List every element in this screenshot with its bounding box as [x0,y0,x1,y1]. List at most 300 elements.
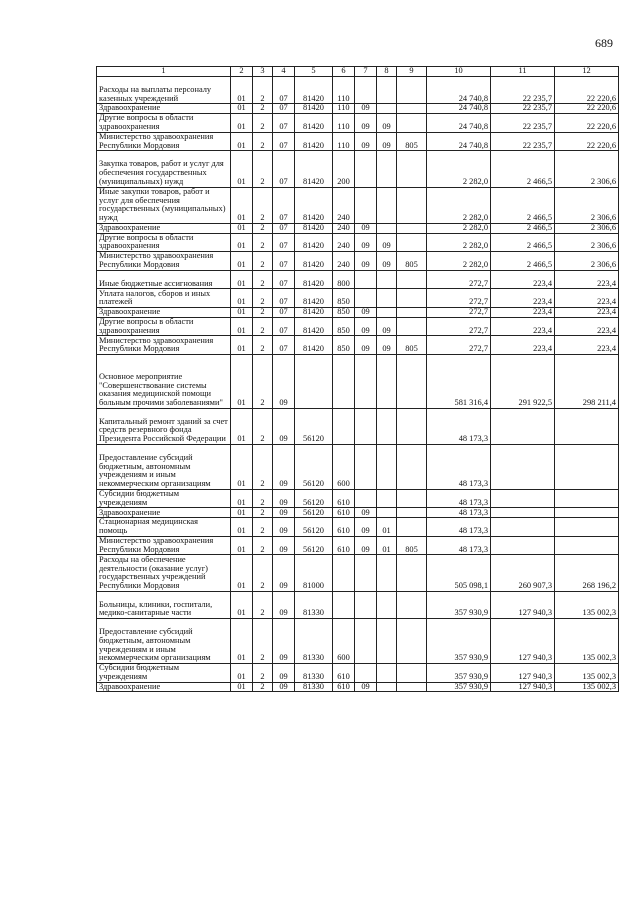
row-name-cell: Здравоохранение [97,508,231,518]
code-cell [333,408,355,444]
code-cell: 805 [397,132,427,151]
amount-cell: 2 466,5 [491,187,555,223]
code-cell: 01 [231,77,253,104]
amount-cell: 2 282,0 [427,233,491,252]
code-cell: 01 [231,104,253,114]
amount-cell: 2 466,5 [491,151,555,187]
code-cell [377,104,397,114]
amount-cell: 223,4 [555,317,619,336]
code-cell: 2 [253,489,273,508]
row-name-cell: Предоставление субсидий бюджетным, автономным учреждениям и иным некоммерческим организациям [97,444,231,489]
code-cell: 09 [355,518,377,537]
amount-cell: 22 220,6 [555,77,619,104]
amount-cell: 357 930,9 [427,682,491,692]
code-cell [377,289,397,308]
table-row [97,307,619,317]
amount-cell [555,408,619,444]
code-cell [397,104,427,114]
code-cell: 610 [333,664,355,683]
code-cell: 81330 [295,619,333,664]
table-row [97,289,619,308]
code-cell [377,223,397,233]
amount-cell [555,518,619,537]
code-cell [377,619,397,664]
code-cell: 07 [273,252,295,271]
amount-cell: 2 306,6 [555,223,619,233]
code-cell: 01 [231,682,253,692]
code-cell: 07 [273,307,295,317]
code-cell: 800 [333,270,355,289]
code-cell: 09 [377,114,397,133]
amount-cell: 48 173,3 [427,489,491,508]
code-cell: 81420 [295,187,333,223]
code-cell: 240 [333,252,355,271]
amount-cell [555,444,619,489]
code-cell: 600 [333,444,355,489]
code-cell [397,619,427,664]
code-cell: 850 [333,317,355,336]
code-cell [377,444,397,489]
code-cell: 56120 [295,518,333,537]
code-cell: 2 [253,536,273,555]
code-cell: 09 [273,444,295,489]
code-cell: 09 [355,307,377,317]
code-cell [377,664,397,683]
code-cell [355,151,377,187]
amount-cell: 127 940,3 [491,591,555,618]
row-name-cell: Закупка товаров, работ и услуг для обеспечения государственных (муниципальных) нужд [97,151,231,187]
code-cell: 01 [231,354,253,408]
code-cell: 09 [355,682,377,692]
amount-cell: 2 466,5 [491,252,555,271]
amount-cell: 272,7 [427,307,491,317]
amount-cell [491,518,555,537]
code-cell: 01 [231,518,253,537]
code-cell: 56120 [295,408,333,444]
amount-cell: 2 306,6 [555,233,619,252]
table-row [97,104,619,114]
code-cell: 240 [333,187,355,223]
table-row [97,223,619,233]
amount-cell: 24 740,8 [427,132,491,151]
column-header: 1 [97,67,231,77]
code-cell: 09 [273,682,295,692]
header-row [97,67,619,77]
code-cell [397,270,427,289]
amount-cell: 223,4 [491,336,555,355]
code-cell: 2 [253,289,273,308]
code-cell: 01 [231,223,253,233]
column-header: 4 [273,67,295,77]
code-cell: 09 [355,317,377,336]
code-cell: 81420 [295,289,333,308]
table-row [97,151,619,187]
table-row [97,682,619,692]
amount-cell: 223,4 [555,289,619,308]
amount-cell: 2 306,6 [555,187,619,223]
code-cell [377,555,397,591]
code-cell: 81420 [295,307,333,317]
code-cell: 01 [231,132,253,151]
code-cell [355,408,377,444]
row-name-cell: Предоставление субсидий бюджетным, автономным учреждениям и иным некоммерческим организациям [97,619,231,664]
code-cell: 07 [273,317,295,336]
column-header: 2 [231,67,253,77]
code-cell: 09 [355,223,377,233]
code-cell [397,664,427,683]
code-cell: 610 [333,489,355,508]
code-cell: 81420 [295,114,333,133]
amount-cell: 223,4 [555,307,619,317]
code-cell: 09 [355,104,377,114]
budget-table [96,66,619,692]
code-cell: 2 [253,233,273,252]
row-name-cell: Другие вопросы в области здравоохранения [97,233,231,252]
code-cell: 09 [273,489,295,508]
amount-cell: 223,4 [491,289,555,308]
table-row [97,664,619,683]
code-cell: 09 [273,518,295,537]
code-cell [377,682,397,692]
amount-cell: 2 466,5 [491,233,555,252]
code-cell [333,354,355,408]
code-cell [355,555,377,591]
code-cell [355,444,377,489]
code-cell: 805 [397,252,427,271]
code-cell: 2 [253,444,273,489]
amount-cell [555,489,619,508]
amount-cell: 48 173,3 [427,408,491,444]
code-cell: 09 [273,664,295,683]
code-cell: 2 [253,408,273,444]
code-cell: 07 [273,233,295,252]
amount-cell: 22 235,7 [491,77,555,104]
code-cell [377,77,397,104]
code-cell: 850 [333,336,355,355]
table-row [97,132,619,151]
code-cell: 2 [253,555,273,591]
column-header: 11 [491,67,555,77]
code-cell: 81420 [295,317,333,336]
table-row [97,508,619,518]
code-cell: 01 [231,444,253,489]
amount-cell: 22 220,6 [555,104,619,114]
code-cell: 2 [253,518,273,537]
table-row [97,354,619,408]
row-name-cell: Расходы на обеспечение деятельности (оказание услуг) государственных учреждений Республики Мордовия [97,555,231,591]
code-cell: 09 [377,336,397,355]
column-header: 12 [555,67,619,77]
amount-cell [491,489,555,508]
code-cell [355,270,377,289]
code-cell: 2 [253,591,273,618]
row-name-cell: Министерство здравоохранения Республики Мордовия [97,536,231,555]
amount-cell: 223,4 [555,270,619,289]
amount-cell: 48 173,3 [427,444,491,489]
amount-cell: 24 740,8 [427,114,491,133]
amount-cell: 298 211,4 [555,354,619,408]
code-cell [355,77,377,104]
code-cell [377,591,397,618]
table-row [97,536,619,555]
table-row [97,187,619,223]
code-cell: 09 [355,536,377,555]
column-header: 10 [427,67,491,77]
amount-cell: 223,4 [555,336,619,355]
amount-cell: 223,4 [491,270,555,289]
row-name-cell: Здравоохранение [97,104,231,114]
amount-cell: 223,4 [491,307,555,317]
row-name-cell: Основное мероприятие "Совершенствование системы оказания медицинской помощи больным прочими заболеваниями" [97,354,231,408]
code-cell: 110 [333,104,355,114]
code-cell: 110 [333,77,355,104]
code-cell [355,187,377,223]
code-cell: 01 [377,518,397,537]
row-name-cell: Иные закупки товаров, работ и услуг для обеспечения государственных (муниципальных) нужд [97,187,231,223]
row-name-cell: Уплата налогов, сборов и иных платежей [97,289,231,308]
code-cell: 07 [273,187,295,223]
code-cell: 07 [273,77,295,104]
amount-cell: 272,7 [427,317,491,336]
code-cell: 2 [253,619,273,664]
amount-cell: 22 235,7 [491,132,555,151]
amount-cell: 2 306,6 [555,151,619,187]
table-row [97,317,619,336]
amount-cell: 291 922,5 [491,354,555,408]
code-cell [397,682,427,692]
code-cell: 610 [333,508,355,518]
code-cell: 56120 [295,444,333,489]
amount-cell [491,444,555,489]
code-cell [377,354,397,408]
code-cell: 2 [253,151,273,187]
code-cell: 2 [253,104,273,114]
code-cell: 81420 [295,151,333,187]
code-cell: 2 [253,307,273,317]
code-cell [377,151,397,187]
table-row [97,233,619,252]
amount-cell: 48 173,3 [427,508,491,518]
code-cell: 01 [231,664,253,683]
code-cell: 09 [355,508,377,518]
code-cell: 2 [253,354,273,408]
code-cell: 81420 [295,223,333,233]
code-cell [355,619,377,664]
table-row [97,270,619,289]
amount-cell: 48 173,3 [427,518,491,537]
amount-cell: 260 907,3 [491,555,555,591]
code-cell [397,187,427,223]
amount-cell: 268 196,2 [555,555,619,591]
code-cell: 81420 [295,104,333,114]
code-cell: 09 [377,317,397,336]
code-cell: 01 [231,289,253,308]
amount-cell [491,508,555,518]
amount-cell: 223,4 [491,317,555,336]
amount-cell: 2 466,5 [491,223,555,233]
code-cell: 09 [355,132,377,151]
amount-cell: 2 282,0 [427,151,491,187]
code-cell: 09 [273,508,295,518]
code-cell [397,151,427,187]
amount-cell: 127 940,3 [491,682,555,692]
amount-cell: 505 098,1 [427,555,491,591]
amount-cell: 24 740,8 [427,104,491,114]
amount-cell: 135 002,3 [555,591,619,618]
code-cell [397,508,427,518]
code-cell [397,518,427,537]
code-cell: 01 [231,336,253,355]
code-cell: 81420 [295,233,333,252]
table-row [97,555,619,591]
code-cell [397,408,427,444]
amount-cell: 2 306,6 [555,252,619,271]
code-cell: 240 [333,223,355,233]
code-cell [397,289,427,308]
code-cell: 01 [231,317,253,336]
code-cell: 01 [231,187,253,223]
column-header: 8 [377,67,397,77]
amount-cell: 2 282,0 [427,252,491,271]
row-name-cell: Министерство здравоохранения Республики Мордовия [97,336,231,355]
code-cell: 01 [231,508,253,518]
code-cell [397,77,427,104]
code-cell: 09 [355,233,377,252]
row-name-cell: Больницы, клиники, госпитали, медико-санитарные части [97,591,231,618]
code-cell [397,307,427,317]
code-cell [397,444,427,489]
amount-cell: 272,7 [427,270,491,289]
code-cell: 07 [273,151,295,187]
code-cell: 600 [333,619,355,664]
code-cell [333,591,355,618]
amount-cell: 22 235,7 [491,114,555,133]
code-cell: 240 [333,233,355,252]
amount-cell: 22 220,6 [555,132,619,151]
code-cell: 110 [333,132,355,151]
code-cell: 610 [333,682,355,692]
code-cell [397,354,427,408]
code-cell: 01 [231,252,253,271]
code-cell: 09 [273,591,295,618]
code-cell: 56120 [295,536,333,555]
row-name-cell: Субсидии бюджетным учреждениям [97,489,231,508]
amount-cell: 22 235,7 [491,104,555,114]
row-name-cell: Субсидии бюджетным учреждениям [97,664,231,683]
amount-cell [555,508,619,518]
code-cell: 56120 [295,489,333,508]
code-cell: 2 [253,270,273,289]
code-cell [377,508,397,518]
code-cell [397,233,427,252]
code-cell: 2 [253,317,273,336]
amount-cell: 272,7 [427,336,491,355]
code-cell: 07 [273,114,295,133]
code-cell: 200 [333,151,355,187]
code-cell: 81330 [295,682,333,692]
code-cell: 07 [273,104,295,114]
code-cell: 09 [355,114,377,133]
code-cell: 2 [253,252,273,271]
code-cell [377,270,397,289]
amount-cell: 357 930,9 [427,664,491,683]
amount-cell: 2 282,0 [427,223,491,233]
code-cell [397,317,427,336]
code-cell: 81420 [295,252,333,271]
code-cell: 2 [253,77,273,104]
code-cell: 01 [231,591,253,618]
amount-cell [491,408,555,444]
code-cell: 09 [273,619,295,664]
code-cell: 850 [333,307,355,317]
code-cell: 09 [377,233,397,252]
amount-cell: 24 740,8 [427,77,491,104]
amount-cell: 272,7 [427,289,491,308]
amount-cell: 357 930,9 [427,619,491,664]
amount-cell: 357 930,9 [427,591,491,618]
row-name-cell: Расходы на выплаты персоналу казенных учреждений [97,77,231,104]
row-name-cell: Здравоохранение [97,223,231,233]
table-row [97,77,619,104]
code-cell: 81330 [295,664,333,683]
code-cell: 81330 [295,591,333,618]
table-body [97,77,619,692]
row-name-cell: Министерство здравоохранения Республики Мордовия [97,132,231,151]
code-cell: 56120 [295,508,333,518]
column-header: 7 [355,67,377,77]
code-cell: 09 [273,555,295,591]
code-cell: 09 [273,408,295,444]
row-name-cell: Капитальный ремонт зданий за счет средств резервного фонда Президента Российской Федерации [97,408,231,444]
code-cell [355,664,377,683]
code-cell: 07 [273,223,295,233]
row-name-cell: Здравоохранение [97,307,231,317]
amount-cell: 135 002,3 [555,619,619,664]
code-cell [397,223,427,233]
code-cell [397,555,427,591]
table-row [97,444,619,489]
code-cell: 805 [397,536,427,555]
column-header: 9 [397,67,427,77]
code-cell: 07 [273,336,295,355]
table-row [97,518,619,537]
row-name-cell: Другие вопросы в области здравоохранения [97,317,231,336]
table-row [97,591,619,618]
code-cell: 2 [253,336,273,355]
code-cell: 2 [253,132,273,151]
amount-cell: 135 002,3 [555,682,619,692]
amount-cell [491,536,555,555]
code-cell [333,555,355,591]
code-cell: 01 [231,233,253,252]
row-name-cell: Министерство здравоохранения Республики Мордовия [97,252,231,271]
code-cell [295,354,333,408]
code-cell: 110 [333,114,355,133]
code-cell: 01 [231,114,253,133]
column-header: 6 [333,67,355,77]
code-cell: 2 [253,114,273,133]
row-name-cell: Здравоохранение [97,682,231,692]
code-cell: 81420 [295,132,333,151]
table-row [97,336,619,355]
code-cell: 09 [273,354,295,408]
code-cell: 610 [333,518,355,537]
code-cell: 81420 [295,77,333,104]
code-cell: 2 [253,682,273,692]
amount-cell: 2 282,0 [427,187,491,223]
code-cell: 01 [231,536,253,555]
code-cell: 01 [231,619,253,664]
